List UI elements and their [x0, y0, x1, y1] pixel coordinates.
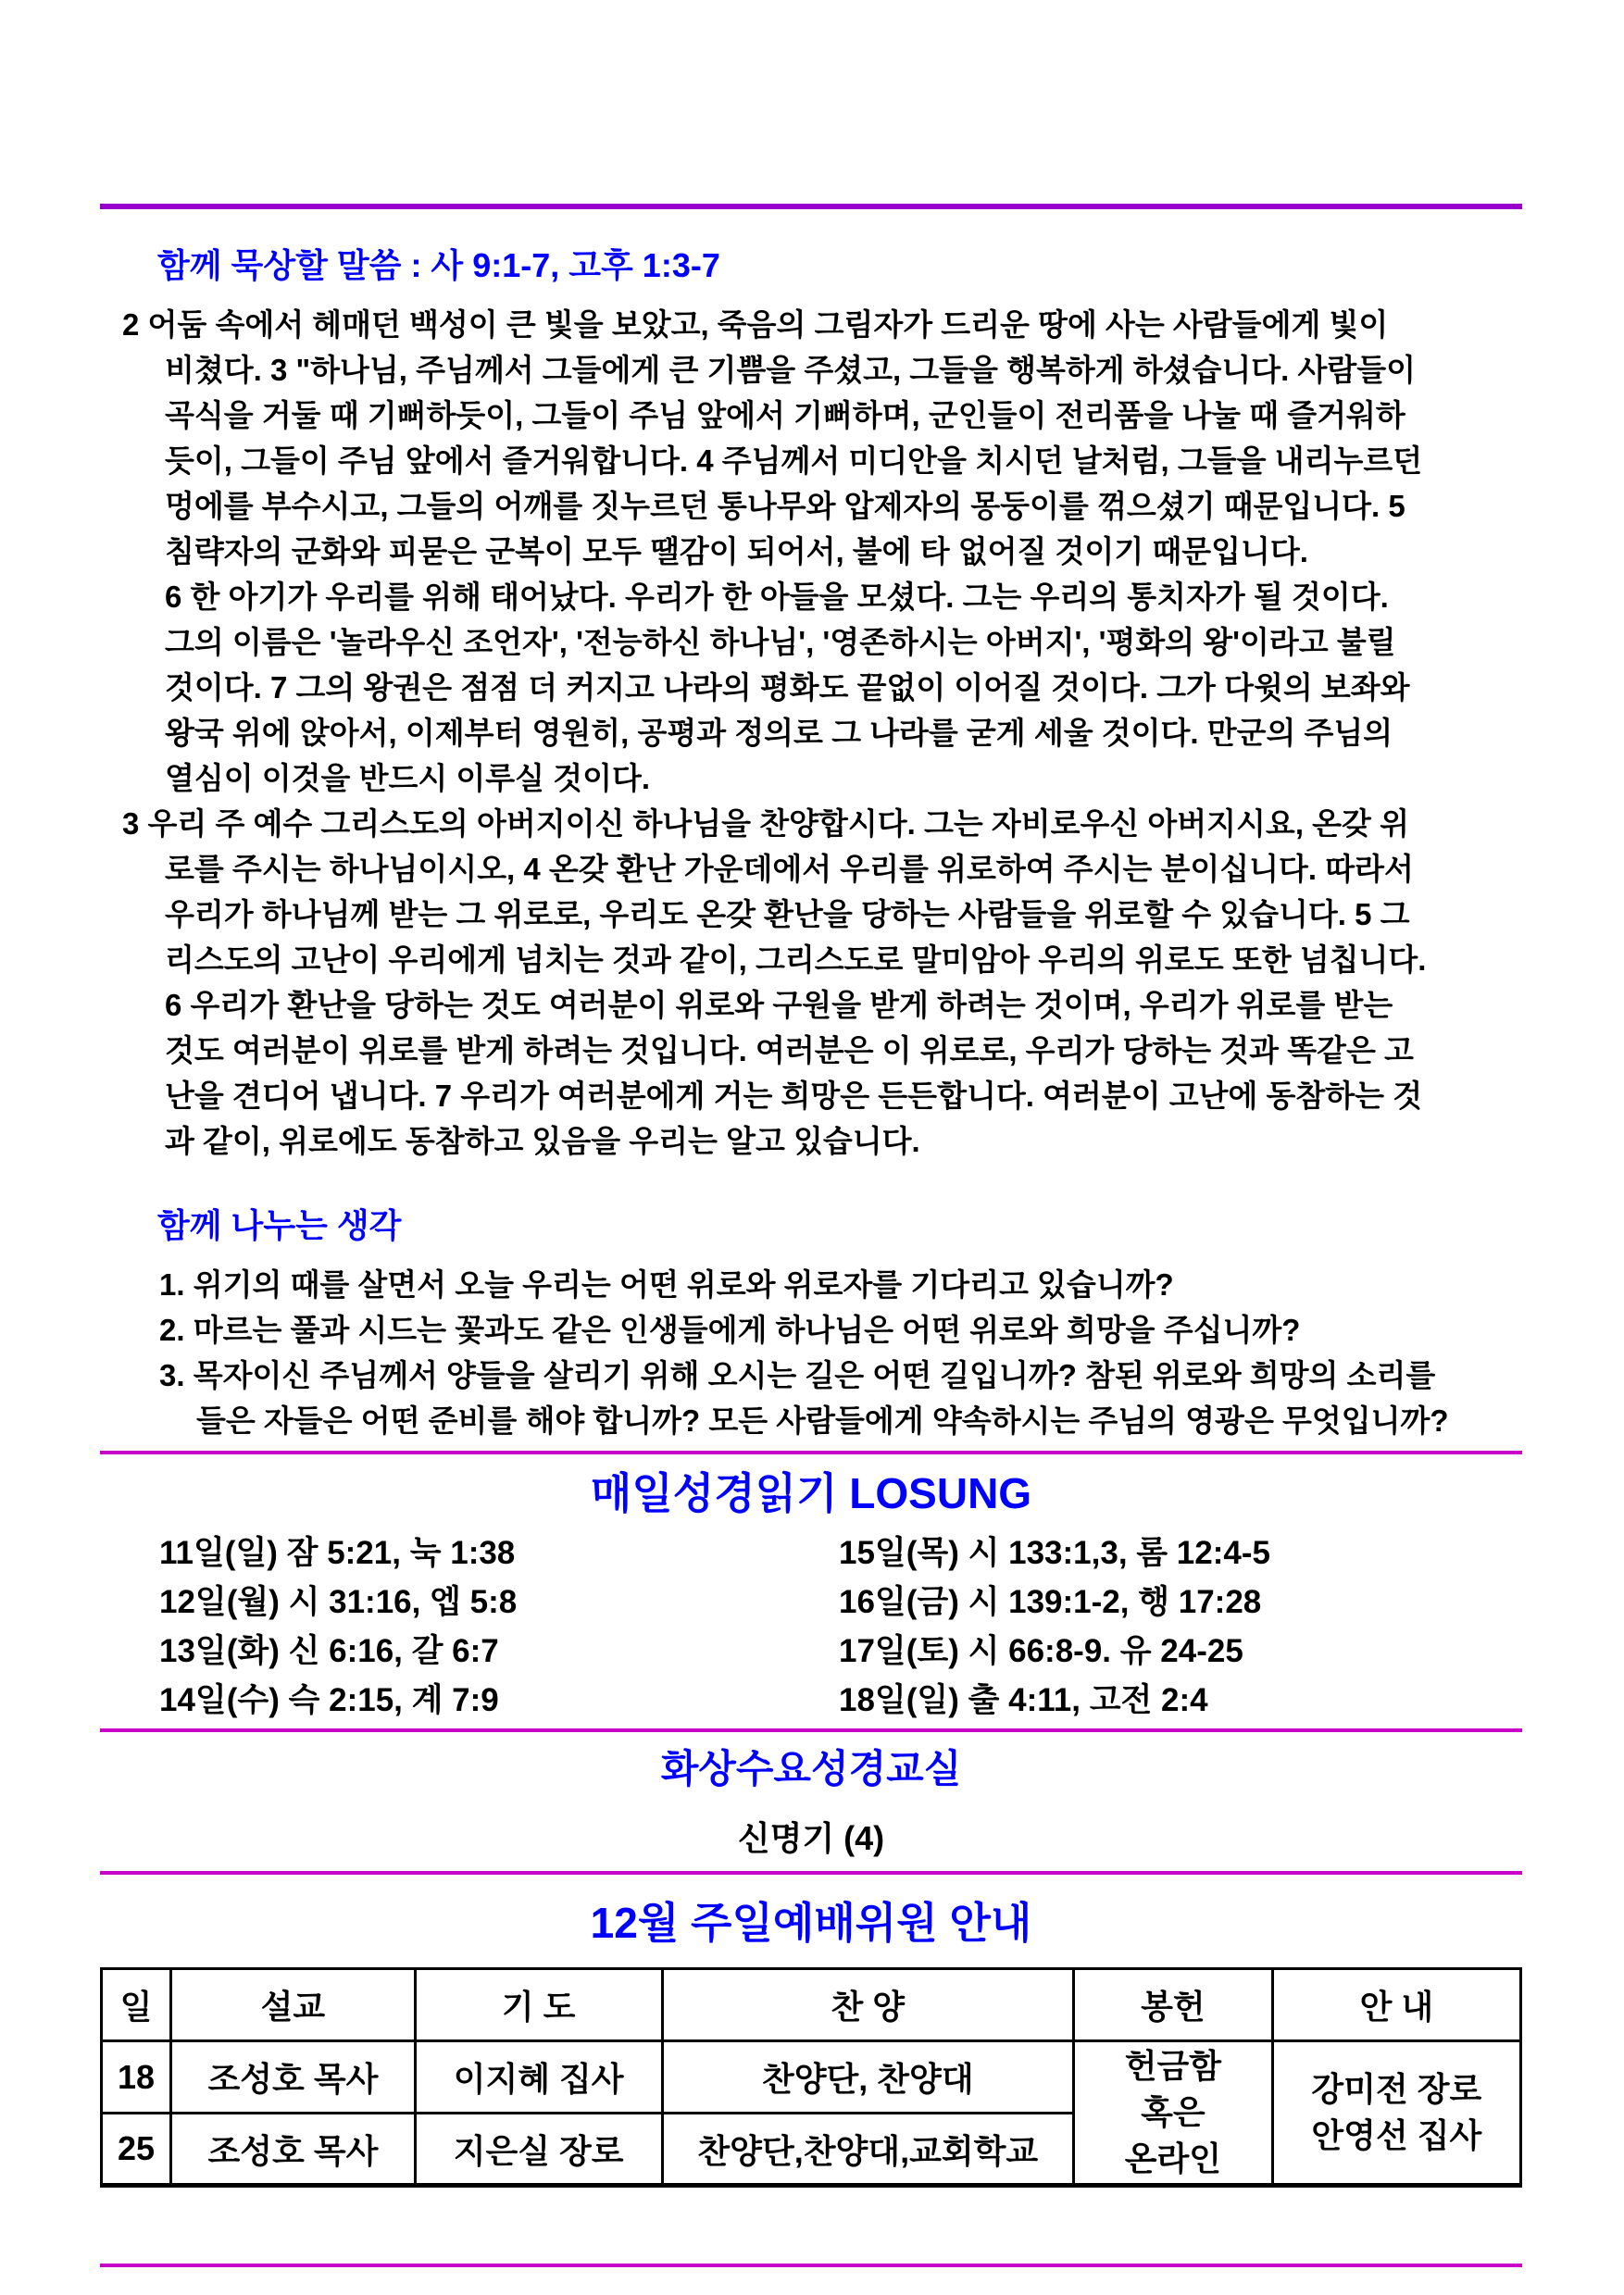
- worship-table-header-row: [102, 1969, 1521, 2041]
- reading-item: 17일(토) 시 66:8-9. 유 24-25: [839, 1633, 1243, 1669]
- scripture-line: 3 우리 주 예수 그리스도의 아버지이신 하나님을 찬양합시다. 그는 자비로우신 아버지시요, 온갖 위: [122, 806, 1409, 841]
- scripture-line: 비쳤다. 3 "하나님, 주님께서 그들에게 큰 기쁨을 주셨고, 그들을 행복하게 하셨습니다. 사람들이: [165, 353, 1417, 387]
- scripture-line: 6 우리가 환난을 당하는 것도 여러분이 위로와 구원을 받게 하려는 것이며, 우리가 위로를 받는: [165, 988, 1393, 1022]
- cell-sermon: 조성호 목사: [171, 2041, 416, 2114]
- scripture-line: 열심이 이것을 반드시 이루실 것이다.: [165, 761, 651, 795]
- divider-top: [100, 204, 1522, 209]
- divider-losung: [100, 1451, 1522, 1454]
- scripture-line: 우리가 하나님께 받는 그 위로로, 우리도 온갖 환난을 당하는 사람들을 위로할 수 있습니다. 5 그: [165, 897, 1410, 931]
- readings-left-column: [100, 1528, 831, 1725]
- question-line: 3. 목자이신 주님께서 양들을 살리기 위해 오시는 길은 어떤 길입니까? 참된 위로와 희망의 소리를: [159, 1358, 1436, 1392]
- cell-prayer: 지은실 장로: [415, 2114, 662, 2186]
- scripture-line: 2 어둠 속에서 헤매던 백성이 큰 빛을 보았고, 죽음의 그림자가 드리운 땅에 사는 사람들에게 빛이: [122, 307, 1389, 342]
- question-line: 2. 마르는 풀과 시드는 꽃과도 같은 인생들에게 하나님은 어떤 위로와 희망을 주십니까?: [159, 1313, 1301, 1347]
- reading-item: 18일(일) 출 4:11, 고전 2:4: [839, 1682, 1208, 1718]
- col-header-day: 일: [102, 1969, 171, 2041]
- scripture-line: 곡식을 거둘 때 기뻐하듯이, 그들이 주님 앞에서 기뻐하며, 군인들이 전리품을 나눌 때 즐거워하: [165, 398, 1405, 432]
- scripture-line: 과 같이, 위로에도 동참하고 있음을 우리는 알고 있습니다.: [165, 1124, 920, 1158]
- usher-line: 안영선 집사: [1311, 2116, 1482, 2154]
- question-line: 들은 자들은 어떤 준비를 해야 합니까? 모든 사람들에게 약속하시는 주님의 영광은 무엇입니까?: [196, 1403, 1449, 1438]
- worship-heading: 12월 주일예배위원 안내: [590, 1899, 1032, 1947]
- scripture-text: [100, 302, 1522, 1164]
- scripture-line: 그의 이름은 '놀라우신 조언자', '전능하신 하나님', '영존하시는 아버지', '평화의 왕'이라고 불릴: [165, 625, 1396, 659]
- scripture-line: 6 한 아기가 우리를 위해 태어났다. 우리가 한 아들을 모셨다. 그는 우리의 통치자가 될 것이다.: [165, 580, 1389, 614]
- offering-line: 온라인: [1124, 2139, 1222, 2177]
- offering-line: 헌금함: [1124, 2047, 1222, 2085]
- worship-table: [100, 1967, 1522, 2188]
- scripture-line: 침략자의 군화와 피묻은 군복이 모두 땔감이 되어서, 불에 타 없어질 것이기 때문입니다.: [165, 534, 1308, 568]
- losung-heading: 매일성경읽기 LOSUNG: [590, 1469, 1032, 1517]
- bible-class-heading: 화상수요성경교실: [660, 1747, 962, 1790]
- meditation-heading: 함께 묵상할 말씀 : 사 9:1-7, 고후 1:3-7: [157, 246, 720, 284]
- col-header-prayer: 기 도: [415, 1969, 662, 2041]
- offering-line: 혹은: [1141, 2093, 1206, 2131]
- scripture-line: 것이다. 7 그의 왕권은 점점 더 커지고 나라의 평화도 끝없이 이어질 것이다. 그가 다윗의 보좌와: [165, 670, 1410, 705]
- reading-item: 16일(금) 시 139:1-2, 행 17:28: [839, 1584, 1262, 1620]
- scripture-line: 듯이, 그들이 주님 앞에서 즐거워합니다. 4 주님께서 미디안을 치시던 날처럼, 그들을 내리누르던: [165, 443, 1423, 478]
- scripture-line: 난을 견디어 냅니다. 7 우리가 여러분에게 거는 희망은 든든합니다. 여러분이 고난에 동참하는 것: [165, 1079, 1423, 1113]
- readings-right-column: [831, 1528, 1522, 1725]
- divider-worship: [100, 1871, 1522, 1875]
- usher-line: 강미전 장로: [1311, 2070, 1482, 2108]
- bulletin-content: [100, 0, 1522, 2267]
- scripture-line: 로를 주시는 하나님이시오, 4 온갖 환난 가운데에서 우리를 위로하여 주시는 분이십니다. 따라서: [165, 852, 1414, 886]
- col-header-praise: 찬 양: [662, 1969, 1074, 2041]
- daily-readings: [100, 1528, 1522, 1725]
- discussion-heading: 함께 나누는 생각: [157, 1206, 402, 1244]
- cell-sermon: 조성호 목사: [171, 2114, 416, 2186]
- cell-offering: [1074, 2041, 1273, 2186]
- worship-table-row: [102, 2041, 1521, 2114]
- col-header-sermon: 설교: [171, 1969, 416, 2041]
- scripture-line: 것도 여러분이 위로를 받게 하려는 것입니다. 여러분은 이 위로로, 우리가 당하는 것과 똑같은 고: [165, 1033, 1414, 1067]
- col-header-usher: 안 내: [1272, 1969, 1520, 2041]
- cell-day: 25: [102, 2114, 171, 2186]
- scripture-line: 왕국 위에 앉아서, 이제부터 영원히, 공평과 정의로 그 나라를 굳게 세울 것이다. 만군의 주님의: [165, 716, 1393, 750]
- cell-usher: [1272, 2041, 1520, 2186]
- cell-praise: 찬양단, 찬양대: [662, 2041, 1074, 2114]
- reading-item: 12일(월) 시 31:16, 엡 5:8: [159, 1584, 518, 1620]
- reading-item: 13일(화) 신 6:16, 갈 6:7: [159, 1633, 499, 1669]
- cell-praise: 찬양단,찬양대,교회학교: [662, 2114, 1074, 2186]
- bible-class-subtitle: 신명기 (4): [737, 1819, 885, 1857]
- question-line: 1. 위기의 때를 살면서 오늘 우리는 어떤 위로와 위로자를 기다리고 있습니까?: [159, 1267, 1174, 1302]
- reading-item: 15일(목) 시 133:1,3, 롬 12:4-5: [839, 1535, 1270, 1571]
- cell-day: 18: [102, 2041, 171, 2114]
- divider-bible-class: [100, 1728, 1522, 1732]
- col-header-offering: 봉헌: [1074, 1969, 1273, 2041]
- reading-item: 14일(수) 슥 2:15, 계 7:9: [159, 1682, 499, 1718]
- cell-prayer: 이지혜 집사: [415, 2041, 662, 2114]
- discussion-questions: [100, 1262, 1522, 1443]
- scripture-line: 리스도의 고난이 우리에게 넘치는 것과 같이, 그리스도로 말미암아 우리의 위로도 또한 넘칩니다.: [165, 942, 1427, 977]
- reading-item: 11일(일) 잠 5:21, 눅 1:38: [159, 1535, 516, 1571]
- divider-bottom: [100, 2264, 1522, 2267]
- scripture-line: 멍에를 부수시고, 그들의 어깨를 짓누르던 통나무와 압제자의 몽둥이를 꺾으셨기 때문입니다. 5: [165, 489, 1405, 523]
